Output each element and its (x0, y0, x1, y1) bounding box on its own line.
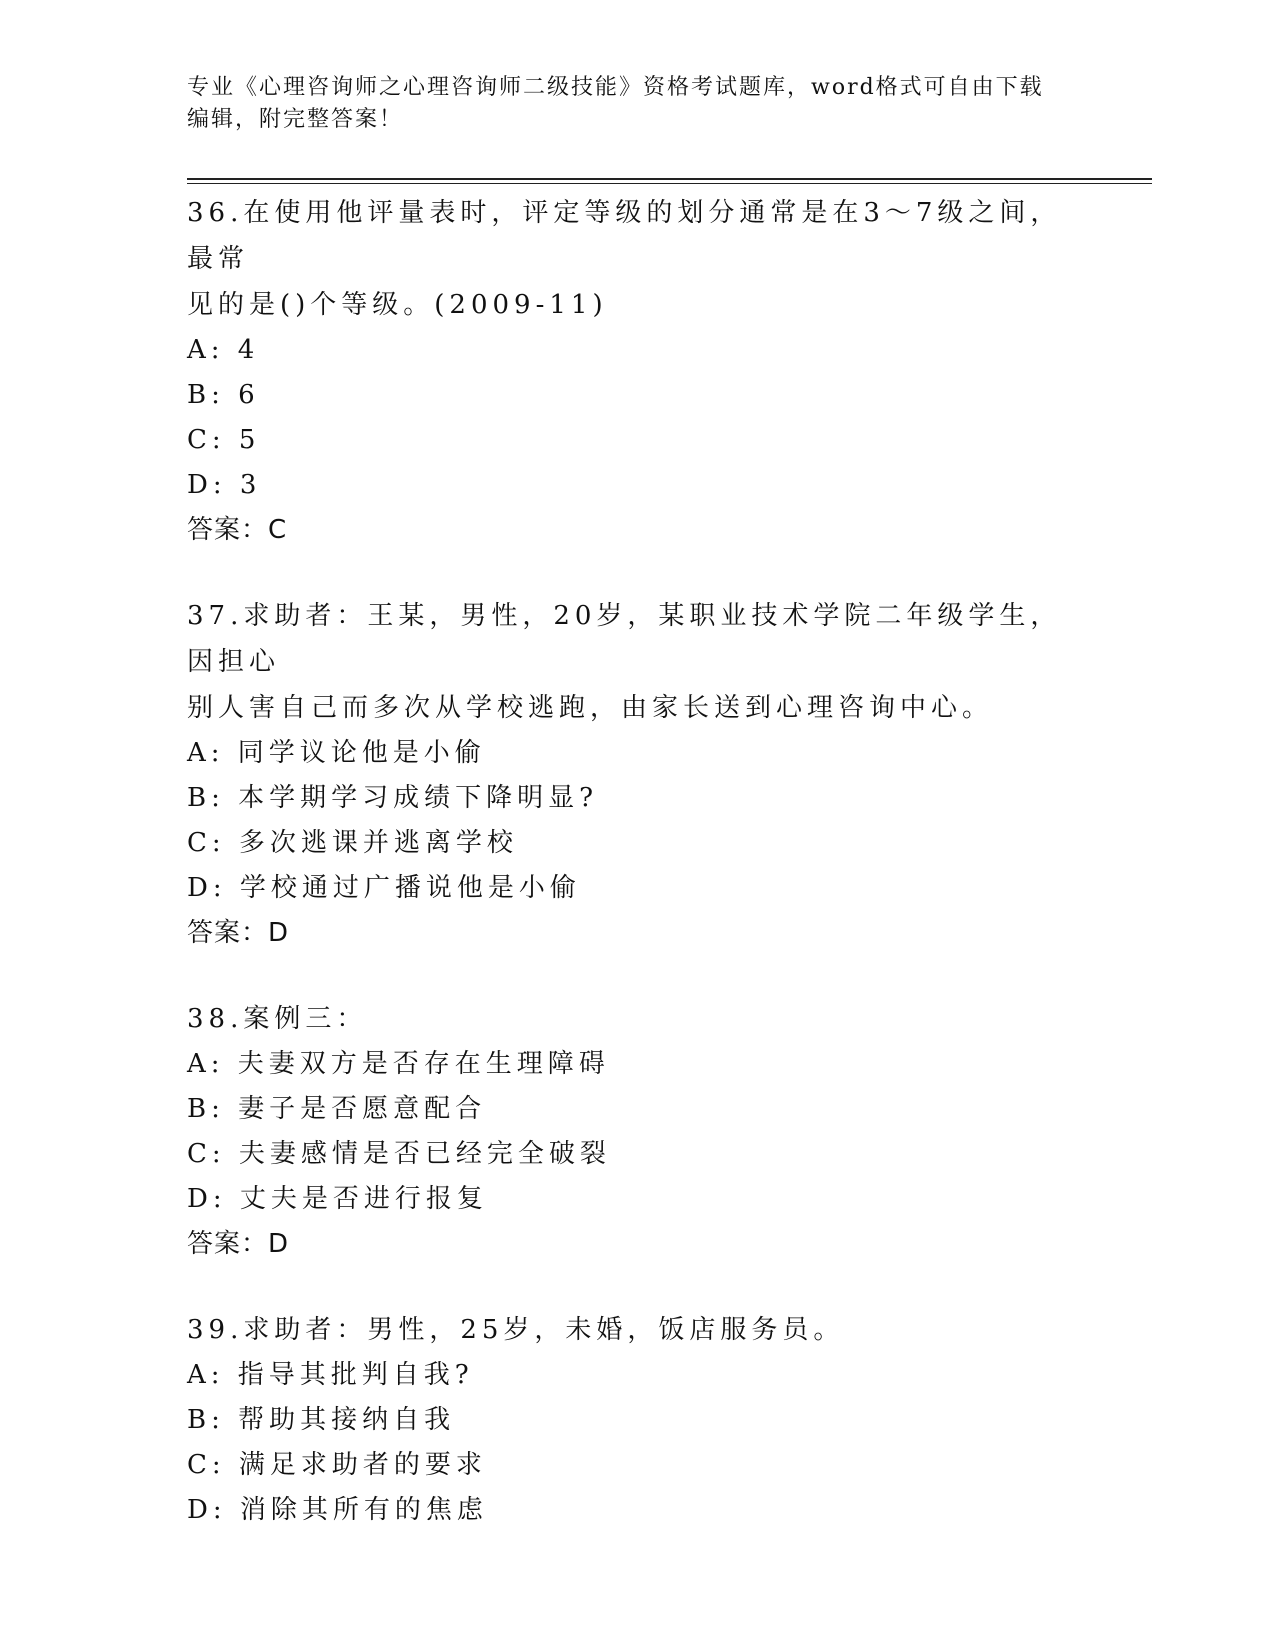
option-c: C: 多次逃课并逃离学校 (187, 828, 518, 858)
answer-line: 答案：C (187, 515, 288, 545)
option-c: C: 满足求助者的要求 (187, 1450, 487, 1480)
question-38 (187, 996, 1087, 1267)
header-line-1: 专业《心理咨询师之心理咨询师二级技能》资格考试题库，word格式可自由下载 (187, 75, 1044, 100)
option-d: D: 丈夫是否进行报复 (187, 1184, 488, 1214)
option-b: B: 6 (187, 380, 260, 410)
header-divider-thick (187, 178, 1152, 180)
option-c: C: 5 (187, 425, 261, 455)
question-text-line: 39.求助者：男性，25岁，未婚，饭店服务员。 (187, 1315, 845, 1345)
option-d: D: 消除其所有的焦虑 (187, 1495, 488, 1525)
header-divider-thin (187, 183, 1152, 184)
option-b: B: 妻子是否愿意配合 (187, 1094, 487, 1124)
question-text-line: 38.案例三： (187, 1004, 368, 1034)
option-a: A: 同学议论他是小偷 (187, 738, 486, 768)
option-b: B: 本学期学习成绩下降明显? (187, 783, 599, 813)
question-36 (187, 190, 1087, 553)
question-39 (187, 1307, 1087, 1533)
option-d: D: 3 (187, 470, 262, 500)
option-a: A: 夫妻双方是否存在生理障碍 (187, 1049, 610, 1079)
question-text-line: 别人害自己而多次从学校逃跑，由家长送到心理咨询中心。 (187, 693, 994, 723)
question-text-line: 见的是()个等级。(2009-11) (187, 290, 608, 320)
question-text-line: 36.在使用他评量表时，评定等级的划分通常是在3～7级之间，最常 (187, 198, 1062, 274)
option-b: B: 帮助其接纳自我 (187, 1405, 456, 1435)
question-list (187, 190, 1087, 1573)
header-line-2: 编辑，附完整答案！ (187, 107, 404, 132)
document-header (187, 72, 1087, 136)
question-text-line: 37.求助者：王某，男性，20岁，某职业技术学院二年级学生，因担心 (187, 601, 1062, 677)
option-d: D: 学校通过广播说他是小偷 (187, 873, 581, 903)
answer-line: 答案：D (187, 918, 290, 948)
option-a: A: 4 (187, 335, 260, 365)
option-c: C: 夫妻感情是否已经完全破裂 (187, 1139, 611, 1169)
option-a: A: 指导其批判自我? (187, 1360, 474, 1390)
answer-line: 答案：D (187, 1229, 290, 1259)
question-37 (187, 593, 1087, 956)
